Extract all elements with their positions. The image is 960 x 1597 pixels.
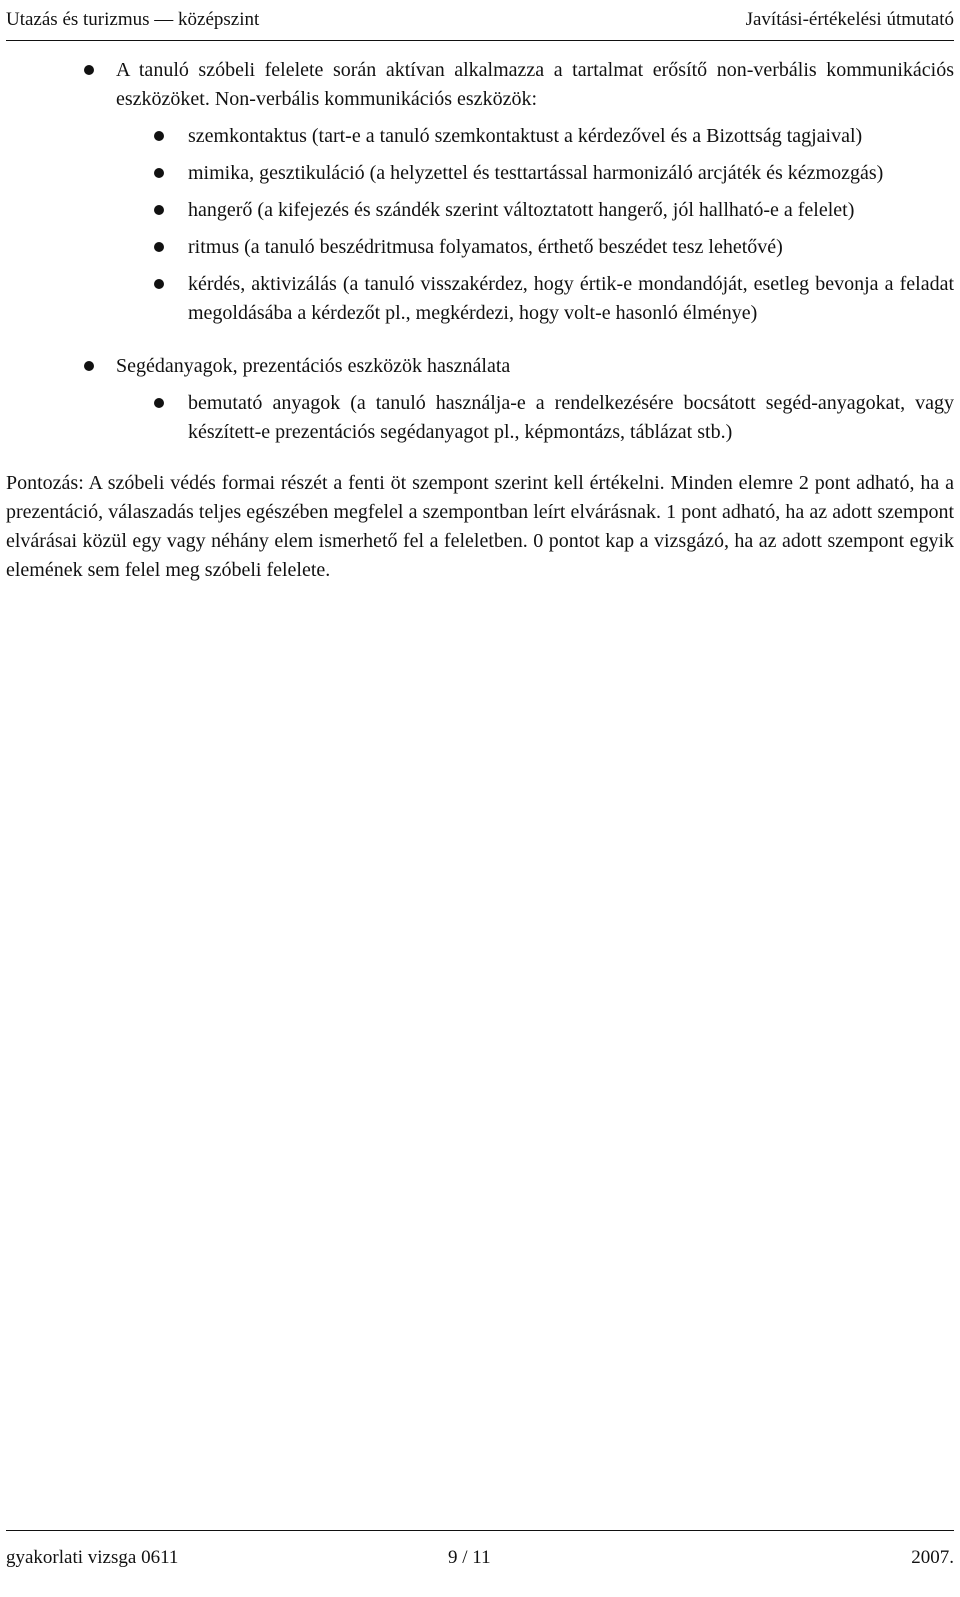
bullet-icon [154,131,164,141]
sub-bullet-text: bemutató anyagok (a tanuló használja-e a rendelkezésére bocsátott segéd-anyagokat, vagy készített-e prezentációs segédanyagot pl., képmontázs, táblázat stb.) [188,392,954,443]
bullet-icon [154,242,164,252]
sub-bullet-rhythm [6,233,954,262]
sub-bullet-text: szemkontaktus (tart-e a tanuló szemkontaktust a kérdezővel és a Bizottság tagjaival) [188,125,863,147]
sub-bullet-volume [6,196,954,225]
page-content [6,56,954,585]
sub-bullet-text: mimika, gesztikuláció (a helyzettel és testtartással harmonizáló arcjáték és kézmozgás) [188,162,884,184]
sub-bullet-text: ritmus (a tanuló beszédritmusa folyamatos, érthető beszédet tesz lehetővé) [188,236,783,258]
bullet-text: Segédanyagok, prezentációs eszközök használata [116,355,511,377]
bullet-icon [84,361,94,371]
sub-bullet-materials [6,389,954,447]
sub-bullet-gestures [6,159,954,188]
header-subtitle: Javítási-értékelési útmutató [745,9,954,30]
sub-bullet-eye-contact [6,122,954,151]
header-title: Utazás és turizmus — középszint [6,9,260,30]
page-footer [6,1530,954,1581]
bullet-icon [154,205,164,215]
bullet-aids [6,352,954,381]
bullet-text: A tanuló szóbeli felelete során aktívan alkalmazza a tartalmat erősítő non-verbális kommunikációs eszközöket. Non-verbális kommunikációs eszközök: [116,59,954,110]
bullet-icon [154,398,164,408]
bullet-icon [84,65,94,75]
bullet-icon [154,279,164,289]
bullet-nonverbal [6,56,954,114]
scoring-paragraph: Pontozás: A szóbeli védés formai részét a fenti öt szempont szerint kell értékelni. Minden elemre 2 pont adható, ha a prezentáció, válaszadás teljes egészében megfelel a szempontban leírt elvárásnak. 1 pont adható, ha az adott szempont elvárásai közül egy vagy néhány elem ismerhető fel a feleletben. 0 pontot kap a vizsgázó, ha az adott szempont egyik elemének sem felel meg szóbeli felelete. [6,472,954,581]
sub-bullet-questions [6,270,954,328]
footer-exam-name: gyakorlati vizsga 0611 [6,1547,179,1568]
bullet-icon [154,168,164,178]
sub-bullet-text: hangerő (a kifejezés és szándék szerint változtatott hangerő, jól hallható-e a felelet) [188,199,855,221]
page-header [6,0,954,41]
footer-year: 2007. [911,1547,954,1568]
sub-bullet-text: kérdés, aktivizálás (a tanuló visszakérdez, hogy értik-e mondandóját, esetleg bevonja a feladat megoldásába a kérdezőt pl., megkérdezi, hogy volt-e hasonló élménye) [188,273,954,324]
footer-page-number: 9 / 11 [448,1547,491,1568]
